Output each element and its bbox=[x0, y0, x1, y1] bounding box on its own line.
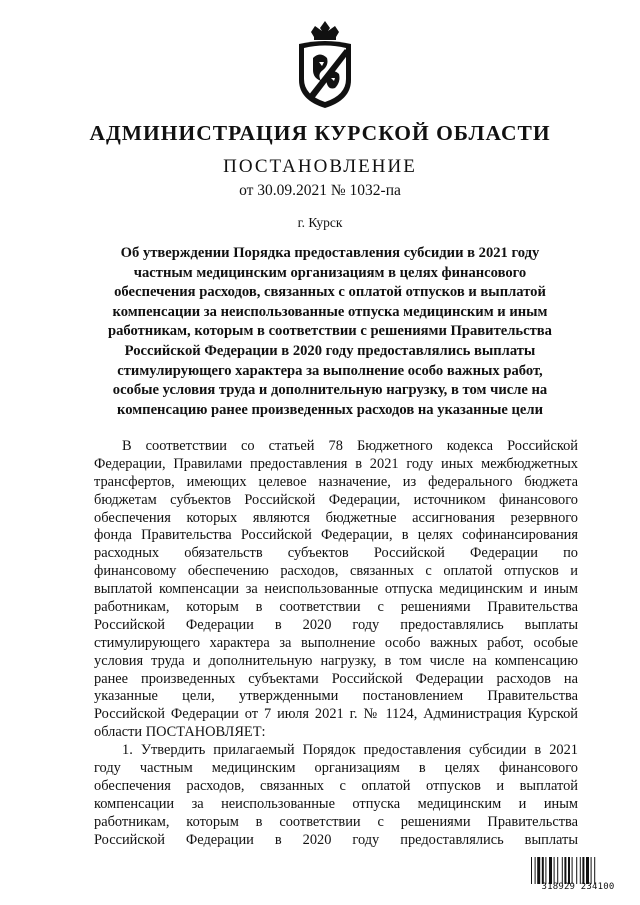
barcode-number: 318929 234100 bbox=[541, 882, 615, 892]
body-line: В соответствии со статьей 78 Бюджетного кодекса Российской bbox=[122, 438, 578, 454]
body-line: указанные цели, утвержденными постановлением Правительства bbox=[94, 688, 578, 705]
body-line: ранее произведенных субъектами Российской Федерации расходов на bbox=[94, 670, 578, 687]
body-line: трансфертов, имеющих целевое назначение, из федерального бюджета bbox=[94, 473, 578, 490]
body-line: расходных обязательств субъектов Российской Федерации по bbox=[94, 545, 578, 562]
body-line: году частным медицинским организациям в целях финансового bbox=[94, 760, 578, 777]
organization-title: АДМИНИСТРАЦИЯ КУРСКОЙ ОБЛАСТИ bbox=[89, 121, 551, 145]
body-line: Российской Федерации от 7 июля 2021 г. № 1124, Администрация Курской bbox=[94, 706, 578, 723]
document-date-number: от 30.09.2021 № 1032-па bbox=[239, 182, 401, 199]
body-line: 1. Утвердить прилагаемый Порядок предоставления субсидии в 2021 bbox=[122, 742, 578, 759]
body-line: области ПОСТАНОВЛЯЕТ: bbox=[94, 724, 266, 741]
body-line: Российской Федерации в 2020 году предоставлялись выплаты bbox=[94, 616, 578, 633]
body-line: выплатой компенсации за неиспользованные отпуска медицинским и иным bbox=[94, 581, 578, 598]
subject-line: Российской Федерации в 2020 году предоставлялись выплаты bbox=[124, 342, 536, 359]
body-line: Федерации, Правилами предоставления в 2021 году иных межбюджетных bbox=[94, 455, 578, 472]
body-line: Российской Федерации в 2020 году предоставлялись выплаты bbox=[94, 831, 578, 848]
body-line: бюджетам субъектов Российской Федерации, источником финансового bbox=[94, 491, 578, 508]
document-subject bbox=[95, 244, 565, 420]
body-line: работникам, которым в соответствии с решениями Правительства bbox=[94, 813, 578, 830]
subject-line: обеспечения расходов, связанных с оплатой отпусков и выплатой bbox=[114, 284, 546, 301]
document-body bbox=[94, 438, 578, 849]
body-line: обеспечения которых являются бюджетные ассигнования резервного bbox=[94, 509, 578, 526]
body-line: стимулирующего характера за выполнение особо важных работ, особые bbox=[94, 634, 578, 651]
document-city: г. Курск bbox=[297, 215, 343, 230]
body-line: обеспечения расходов, связанных с оплатой отпусков и выплатой bbox=[94, 777, 578, 794]
subject-line: стимулирующего характера за выполнение особо важных работ, bbox=[117, 362, 543, 379]
body-line: компенсации за неиспользованные отпуска медицинским и иным bbox=[94, 795, 578, 812]
subject-line: частным медицинским организациям в целях финансового bbox=[133, 264, 527, 281]
coat-of-arms-icon bbox=[295, 18, 355, 110]
body-line: условия труда и дополнительную нагрузку, в том числе на компенсацию bbox=[94, 652, 578, 669]
document-type: ПОСТАНОВЛЕНИЕ bbox=[223, 156, 417, 177]
document-barcode bbox=[530, 857, 626, 893]
subject-line: компенсации за неиспользованные отпуска медицинским и иным bbox=[112, 303, 548, 320]
body-line: фонда Правительства Российской Федерации, в целях софинансирования bbox=[94, 527, 578, 544]
body-line: работникам, которым в соответствии с решениями Правительства bbox=[94, 599, 578, 616]
subject-line: особые условия труда и дополнительную нагрузку, в том числе на bbox=[112, 382, 548, 399]
subject-line: компенсацию ранее произведенных расходов на указанные цели bbox=[116, 401, 544, 418]
body-line: финансовому обеспечению расходов, связанных с оплатой отпусков и bbox=[94, 563, 578, 580]
subject-line: Об утверждении Порядка предоставления субсидии в 2021 году bbox=[120, 245, 540, 261]
barcode-icon bbox=[530, 857, 626, 884]
subject-line: работникам, которым в соответствии с решениями Правительства bbox=[108, 323, 552, 340]
